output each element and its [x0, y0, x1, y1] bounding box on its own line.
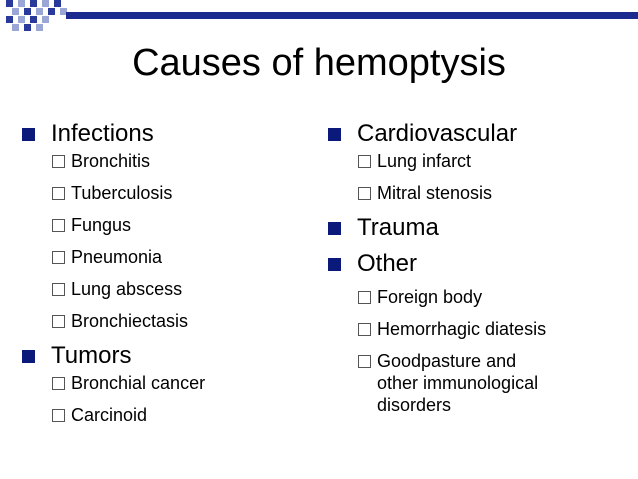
item-tumors — [22, 340, 322, 426]
sub-item: Foreign body — [328, 286, 628, 308]
box-bullet-icon — [52, 283, 65, 296]
slide-title: Causes of hemoptysis — [132, 42, 506, 84]
checker-square — [36, 24, 43, 31]
box-bullet-icon — [52, 377, 65, 390]
item-label: Cardiovascular — [357, 120, 518, 147]
square-bullet-icon — [22, 128, 35, 141]
box-bullet-icon — [52, 409, 65, 422]
sub-item: Bronchiectasis — [22, 310, 322, 332]
checker-square — [12, 24, 19, 31]
sub-item: Goodpasture and other immunological disorders — [328, 350, 628, 416]
checker-square — [6, 16, 13, 23]
sub-item: Tuberculosis — [22, 182, 322, 204]
sub-item: Bronchitis — [22, 150, 322, 172]
checker-square — [18, 16, 25, 23]
checker-square — [60, 8, 67, 15]
checker-square — [42, 0, 49, 7]
checker-square — [6, 0, 13, 7]
box-bullet-icon — [52, 219, 65, 232]
left-column — [22, 118, 322, 426]
item-label: Tumors — [51, 342, 132, 369]
sub-item: Fungus — [22, 214, 322, 236]
checker-pattern — [6, 0, 67, 31]
square-bullet-icon — [328, 222, 341, 235]
item-label: Trauma — [357, 214, 439, 241]
right-column — [328, 118, 628, 416]
item-cardiovascular — [328, 118, 628, 204]
checker-square — [12, 8, 19, 15]
box-bullet-icon — [52, 251, 65, 264]
checker-square — [54, 0, 61, 7]
item-label: Infections — [51, 120, 154, 147]
item-infections — [22, 118, 322, 332]
sub-item: Carcinoid — [22, 404, 322, 426]
sub-item: Lung abscess — [22, 278, 322, 300]
top-band — [66, 12, 638, 19]
square-bullet-icon — [22, 350, 35, 363]
box-bullet-icon — [358, 323, 371, 336]
checker-square — [30, 16, 37, 23]
checker-square — [24, 8, 31, 15]
checker-square — [48, 8, 55, 15]
square-bullet-icon — [328, 258, 341, 271]
checker-square — [18, 0, 25, 7]
checker-square — [30, 0, 37, 7]
box-bullet-icon — [52, 187, 65, 200]
checker-square — [36, 8, 43, 15]
item-trauma — [328, 212, 628, 244]
box-bullet-icon — [52, 155, 65, 168]
sub-item: Mitral stenosis — [328, 182, 628, 204]
sub-item: Pneumonia — [22, 246, 322, 268]
box-bullet-icon — [358, 291, 371, 304]
box-bullet-icon — [358, 155, 371, 168]
item-other — [328, 248, 628, 416]
checker-square — [24, 24, 31, 31]
square-bullet-icon — [328, 128, 341, 141]
item-label: Other — [357, 250, 418, 277]
header-decoration — [0, 0, 638, 40]
box-bullet-icon — [52, 315, 65, 328]
box-bullet-icon — [358, 355, 371, 368]
sub-item: Lung infarct — [328, 150, 628, 172]
sub-item: Hemorrhagic diatesis — [328, 318, 628, 340]
checker-square — [42, 16, 49, 23]
box-bullet-icon — [358, 187, 371, 200]
sub-item: Bronchial cancer — [22, 372, 322, 394]
